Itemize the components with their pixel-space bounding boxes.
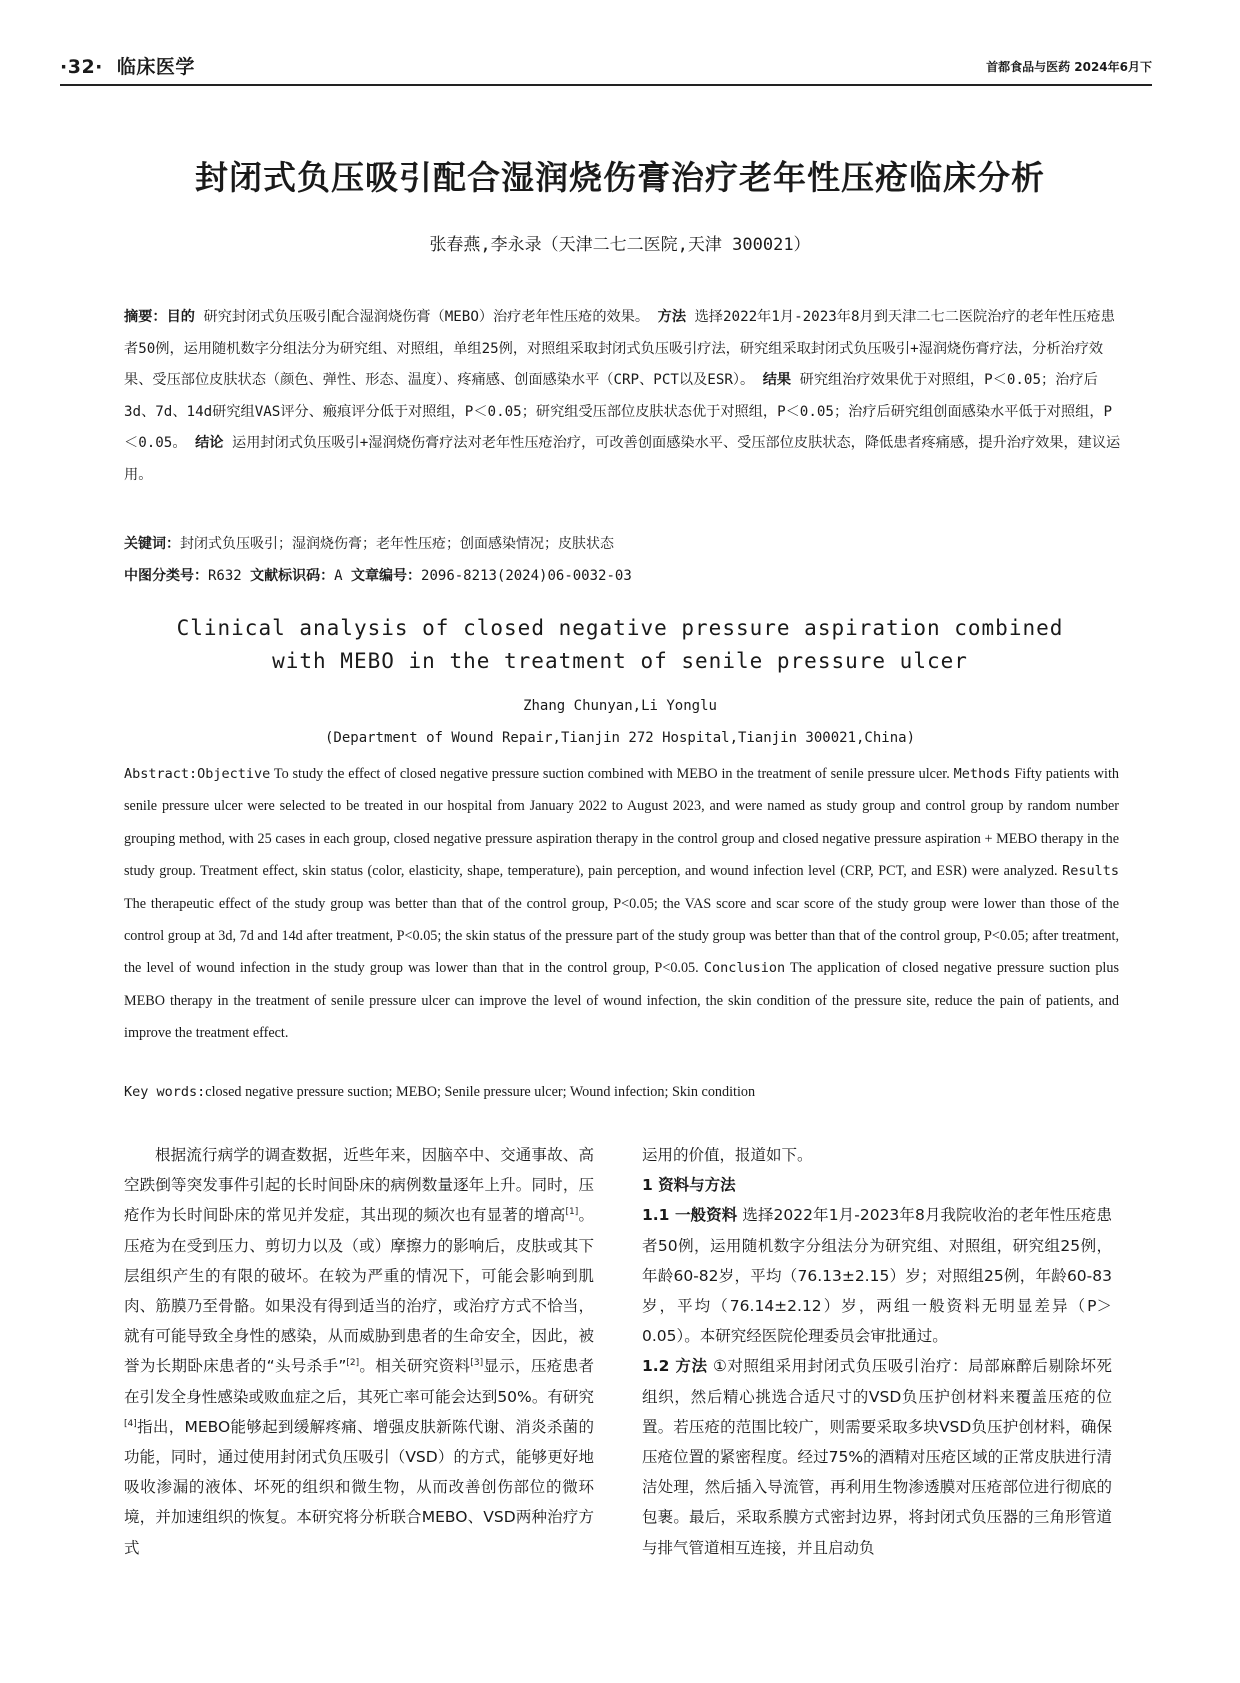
header-left bbox=[60, 52, 195, 79]
abstract-en bbox=[124, 758, 1119, 1050]
body-paragraph: 运用的价值，报道如下。 bbox=[642, 1146, 813, 1164]
results-cn: 研究组治疗效果优于对照组，P＜0.05；治疗后3d、7d、14d研究组VAS评分、瘢痕评分低于对照组，P＜0.05；研究组受压部位皮肤状态优于对照组，P＜0.05；治疗后研究组创面感染水平低于对照组，P＜0.05。 bbox=[124, 372, 1113, 451]
results-en: The therapeutic effect of the study group was better than that of the control group, P<0.05; the VAS score and scar score of the study group were lower than those of the control group at 3d, 7d and 14d after treatment, P<0.05; the skin status of the pressure part of the study group was better than that of the control group, P<0.05; after treatment, the level of wound infection in the study group was lower than that in the control group, P<0.05. bbox=[124, 895, 1119, 977]
citation-ref: [2] bbox=[346, 1358, 360, 1369]
page-number: ·32· bbox=[60, 56, 103, 78]
doc-code-value: A bbox=[334, 568, 343, 584]
conclusion-en-label: Conclusion bbox=[703, 960, 786, 977]
results-cn-label: 结果 bbox=[762, 372, 792, 388]
body-text: 指出，MEBO能够起到缓解疼痛、增强皮肤新陈代谢、消炎杀菌的功能，同时，通过使用封闭式负压吸引（VSD）的方式，能够更好地吸收渗漏的液体、坏死的组织和微生物，从而改善创伤部位的微环境，并加速组织的恢复。本研究将分析联合MEBO、VSD两种治疗方式 bbox=[124, 1417, 594, 1557]
keywords-en-label: Key words: bbox=[124, 1084, 206, 1100]
body-text: 根据流行病学的调查数据，近些年来，因脑卒中、交通事故、高空跌倒等突发事件引起的长时间卧床的病例数量逐年上升。同时，压疮作为长时间卧床的常见并发症，其出现的频次也有显著的增高 bbox=[124, 1146, 594, 1225]
body-column-right bbox=[642, 1140, 1112, 1563]
body-text: ①对照组采用封闭式负压吸引治疗：局部麻醉后剔除坏死组织，然后精心挑选合适尺寸的VSD负压护创材料来覆盖压疮的位置。若压疮的范围比较广，则需要采取多块VSD负压护创材料，确保压疮位置的紧密程度。经过75%的酒精对压疮区域的正常皮肤进行清洁处理，然后插入导流管，再利用生物渗透膜对压疮部位进行彻底的包裹。最后，采取系膜方式密封边界，将封闭式负压器的三角形管道与排气管道相互连接，并且启动负 bbox=[642, 1357, 1112, 1557]
methods-en: Fifty patients with senile pressure ulcer were selected to be treated in our hospital from January 2022 to August 2023, and were named as study group and control group by random number grouping method, with 25 cases in each group, closed negative pressure aspiration therapy in the control group and closed negative pressure aspiration + MEBO therapy in the study group. Treatment effect, skin status (color, elasticity, shape, temperature), pain perception, and wound infection level (CRP, PCT, and ESR) were analyzed. bbox=[124, 766, 1119, 880]
methods-cn: 选择2022年1月-2023年8月到天津二七二医院治疗的老年性压疮患者50例，运用随机数字分组法分为研究组、对照组，单组25例，对照组采取封闭式负压吸引疗法，研究组采取封闭式负压吸引+湿润烧伤膏疗法，分析治疗效果、受压部位皮肤状态（颜色、弹性、形态、温度）、疼痛感、创面感染水平（CRP、PCT以及ESR）。 bbox=[124, 309, 1115, 388]
keywords-en bbox=[124, 1084, 1119, 1101]
abstract-en-label: Abstract:Objective bbox=[124, 766, 271, 782]
body-text: 。压疮为在受到压力、剪切力以及（或）摩擦力的影响后，皮肤或其下层组织产生的有限的破坏。在较为严重的情况下，可能会影响到肌肉、筋膜乃至骨骼。如果没有得到适当的治疗，或治疗方式不恰当，就有可能导致全身性的感染，从而威胁到患者的生命安全，因此，被誉为长期卧床患者的“头号杀手” bbox=[124, 1206, 594, 1376]
objective-cn-label: 目的 bbox=[166, 309, 195, 325]
journal-name: 首都食品与医药 2024年6月下 bbox=[986, 60, 1152, 74]
body-column-left bbox=[124, 1140, 594, 1563]
title-en bbox=[60, 612, 1180, 678]
doc-code-label: 文献标识码： bbox=[250, 568, 335, 584]
body-paragraph bbox=[124, 1140, 594, 1563]
abstract-cn bbox=[124, 302, 1124, 491]
body-text: 选择2022年1月-2023年8月我院收治的老年性压疮患者50例，运用随机数字分组法分为研究组、对照组，研究组25例，年龄60-82岁，平均（76.13±2.15）岁；对照组25例，年龄60-83岁，平均（76.14±2.12）岁，两组一般资料无明显差异（P＞0.05）。本研究经医院伦理委员会审批通过。 bbox=[642, 1206, 1113, 1346]
keywords-en-text: closed negative pressure suction; MEBO; Senile pressure ulcer; Wound infection; Skin condition bbox=[205, 1084, 756, 1100]
header-rule bbox=[60, 84, 1152, 86]
article-no-label: 文章编号： bbox=[351, 568, 422, 584]
keywords-cn bbox=[124, 533, 1124, 553]
classification-line bbox=[124, 565, 1124, 585]
running-header bbox=[60, 52, 1152, 82]
clc-value: R632 bbox=[208, 568, 242, 584]
title-cn: 封闭式负压吸引配合湿润烧伤膏治疗老年性压疮临床分析 bbox=[195, 158, 1045, 197]
conclusion-en: The application of closed negative pressure suction plus MEBO therapy in the treatment of senile pressure ulcer can improve the level of wound infection, the skin condition of the pressure site, reduce the pain of patients, and improve the treatment effect. bbox=[124, 960, 1119, 1042]
article-no-value: 2096-8213(2024)06-0032-03 bbox=[421, 568, 632, 584]
section-heading: 1 资料与方法 bbox=[642, 1176, 736, 1195]
subsection-general bbox=[642, 1200, 1112, 1351]
conclusion-cn-label: 结论 bbox=[195, 435, 224, 451]
citation-ref: [3] bbox=[470, 1358, 484, 1369]
authors-cn: 张春燕,李永录（天津二七二医院,天津 300021） bbox=[429, 235, 811, 255]
objective-en: To study the effect of closed negative pressure suction combined with MEBO in the treatment of senile pressure ulcer. bbox=[270, 766, 954, 782]
conclusion-cn: 运用封闭式负压吸引+湿润烧伤膏疗法对老年性压疮治疗，可改善创面感染水平、受压部位皮肤状态，降低患者疼痛感，提升治疗效果，建议运用。 bbox=[124, 435, 1121, 483]
section-name: 临床医学 bbox=[116, 56, 195, 78]
body-text: 显示，压疮患者在引发全身性感染或败血症之后，其死亡率可能会达到50%。有研究 bbox=[124, 1357, 594, 1406]
methods-cn-label: 方法 bbox=[657, 309, 687, 325]
subsection-heading: 1.2 方法 bbox=[642, 1357, 708, 1376]
citation-ref: [4] bbox=[124, 1418, 137, 1429]
abstract-cn-label: 摘要： bbox=[124, 309, 167, 325]
methods-en-label: Methods bbox=[953, 766, 1011, 782]
objective-cn: 研究封闭式负压吸引配合湿润烧伤膏（MEBO）治疗老年性压疮的效果。 bbox=[203, 309, 650, 325]
citation-ref: [1] bbox=[565, 1207, 579, 1218]
title-en-line2: with MEBO in the treatment of senile pressure ulcer bbox=[272, 649, 968, 673]
results-en-label: Results bbox=[1062, 863, 1119, 880]
keywords-cn-label: 关键词： bbox=[124, 536, 180, 552]
affiliation-en: (Department of Wound Repair,Tianjin 272 Hospital,Tianjin 300021,China) bbox=[324, 730, 915, 746]
clc-label: 中图分类号： bbox=[124, 568, 208, 584]
subsection-heading: 1.1 一般资料 bbox=[642, 1206, 738, 1225]
body-text: 。相关研究资料 bbox=[359, 1357, 471, 1376]
authors-en: Zhang Chunyan,Li Yonglu bbox=[523, 698, 717, 714]
title-en-line1: Clinical analysis of closed negative pressure aspiration combined bbox=[176, 616, 1064, 640]
subsection-methods bbox=[642, 1351, 1112, 1562]
keywords-cn-text: 封闭式负压吸引；湿润烧伤膏；老年性压疮；创面感染情况；皮肤状态 bbox=[180, 536, 614, 552]
